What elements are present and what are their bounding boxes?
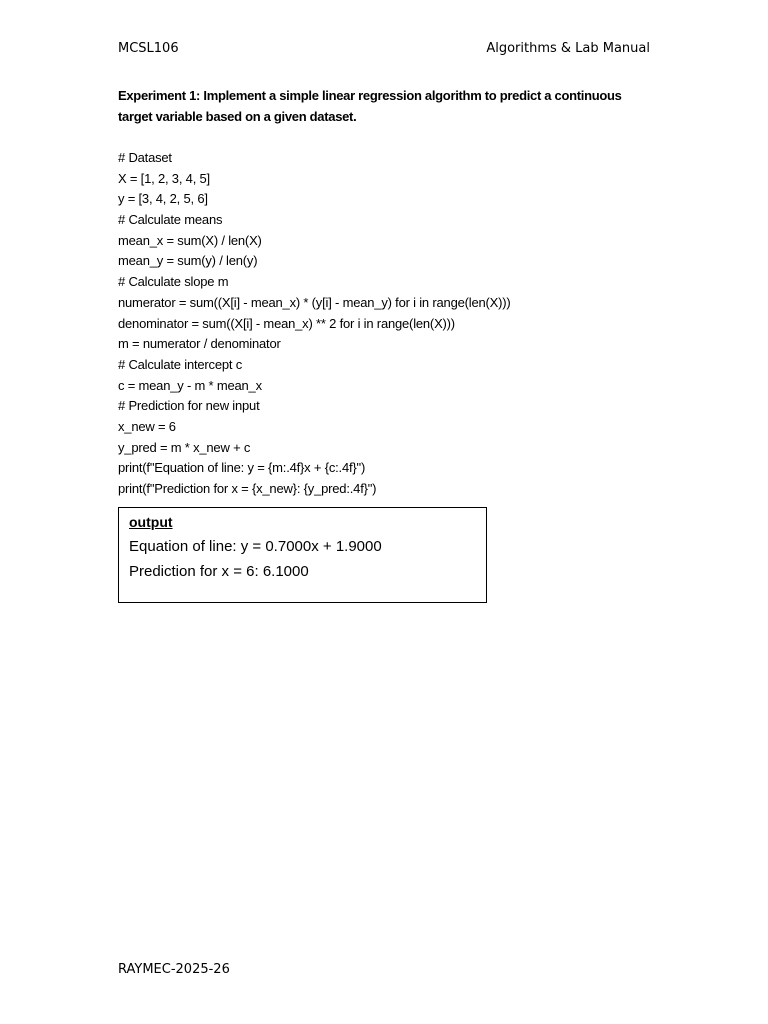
output-box <box>118 507 487 603</box>
code-line: mean_y = sum(y) / len(y) <box>118 253 258 269</box>
code-line: # Prediction for new input <box>118 398 260 414</box>
output-equation-line: Equation of line: y = 0.7000x + 1.9000 <box>129 538 382 555</box>
output-label: output <box>129 514 173 530</box>
output-prediction-line: Prediction for x = 6: 6.1000 <box>129 563 309 580</box>
code-line: denominator = sum((X[i] - mean_x) ** 2 for i in range(len(X))) <box>118 315 455 331</box>
code-line: y = [3, 4, 2, 5, 6] <box>118 191 208 207</box>
manual-title: Algorithms & Lab Manual <box>486 41 650 56</box>
code-line: # Calculate means <box>118 212 223 228</box>
code-line: m = numerator / denominator <box>118 336 281 352</box>
code-line: x_new = 6 <box>118 418 176 434</box>
code-line: print(f"Equation of line: y = {m:.4f}x + {c:.4f}") <box>118 460 366 476</box>
code-line: # Calculate slope m <box>118 274 229 290</box>
experiment-title-line-2: target variable based on a given dataset. <box>118 109 357 124</box>
code-line: numerator = sum((X[i] - mean_x) * (y[i] - mean_y) for i in range(len(X))) <box>118 294 511 310</box>
code-line: print(f"Prediction for x = {x_new}: {y_pred:.4f}") <box>118 481 377 496</box>
page-header <box>118 41 650 61</box>
code-line: # Dataset <box>118 150 172 165</box>
code-line: X = [1, 2, 3, 4, 5] <box>118 170 210 186</box>
page-footer: RAYMEC-2025-26 <box>118 962 230 977</box>
experiment-title <box>118 85 648 127</box>
experiment-title-line-1: Experiment 1: Implement a simple linear regression algorithm to predict a continuous <box>118 88 622 103</box>
code-listing <box>118 148 678 500</box>
code-line: # Calculate intercept c <box>118 356 243 372</box>
code-line: c = mean_y - m * mean_x <box>118 377 262 393</box>
code-line: y_pred = m * x_new + c <box>118 439 251 455</box>
course-code: MCSL106 <box>118 41 179 56</box>
code-line: mean_x = sum(X) / len(X) <box>118 232 262 248</box>
